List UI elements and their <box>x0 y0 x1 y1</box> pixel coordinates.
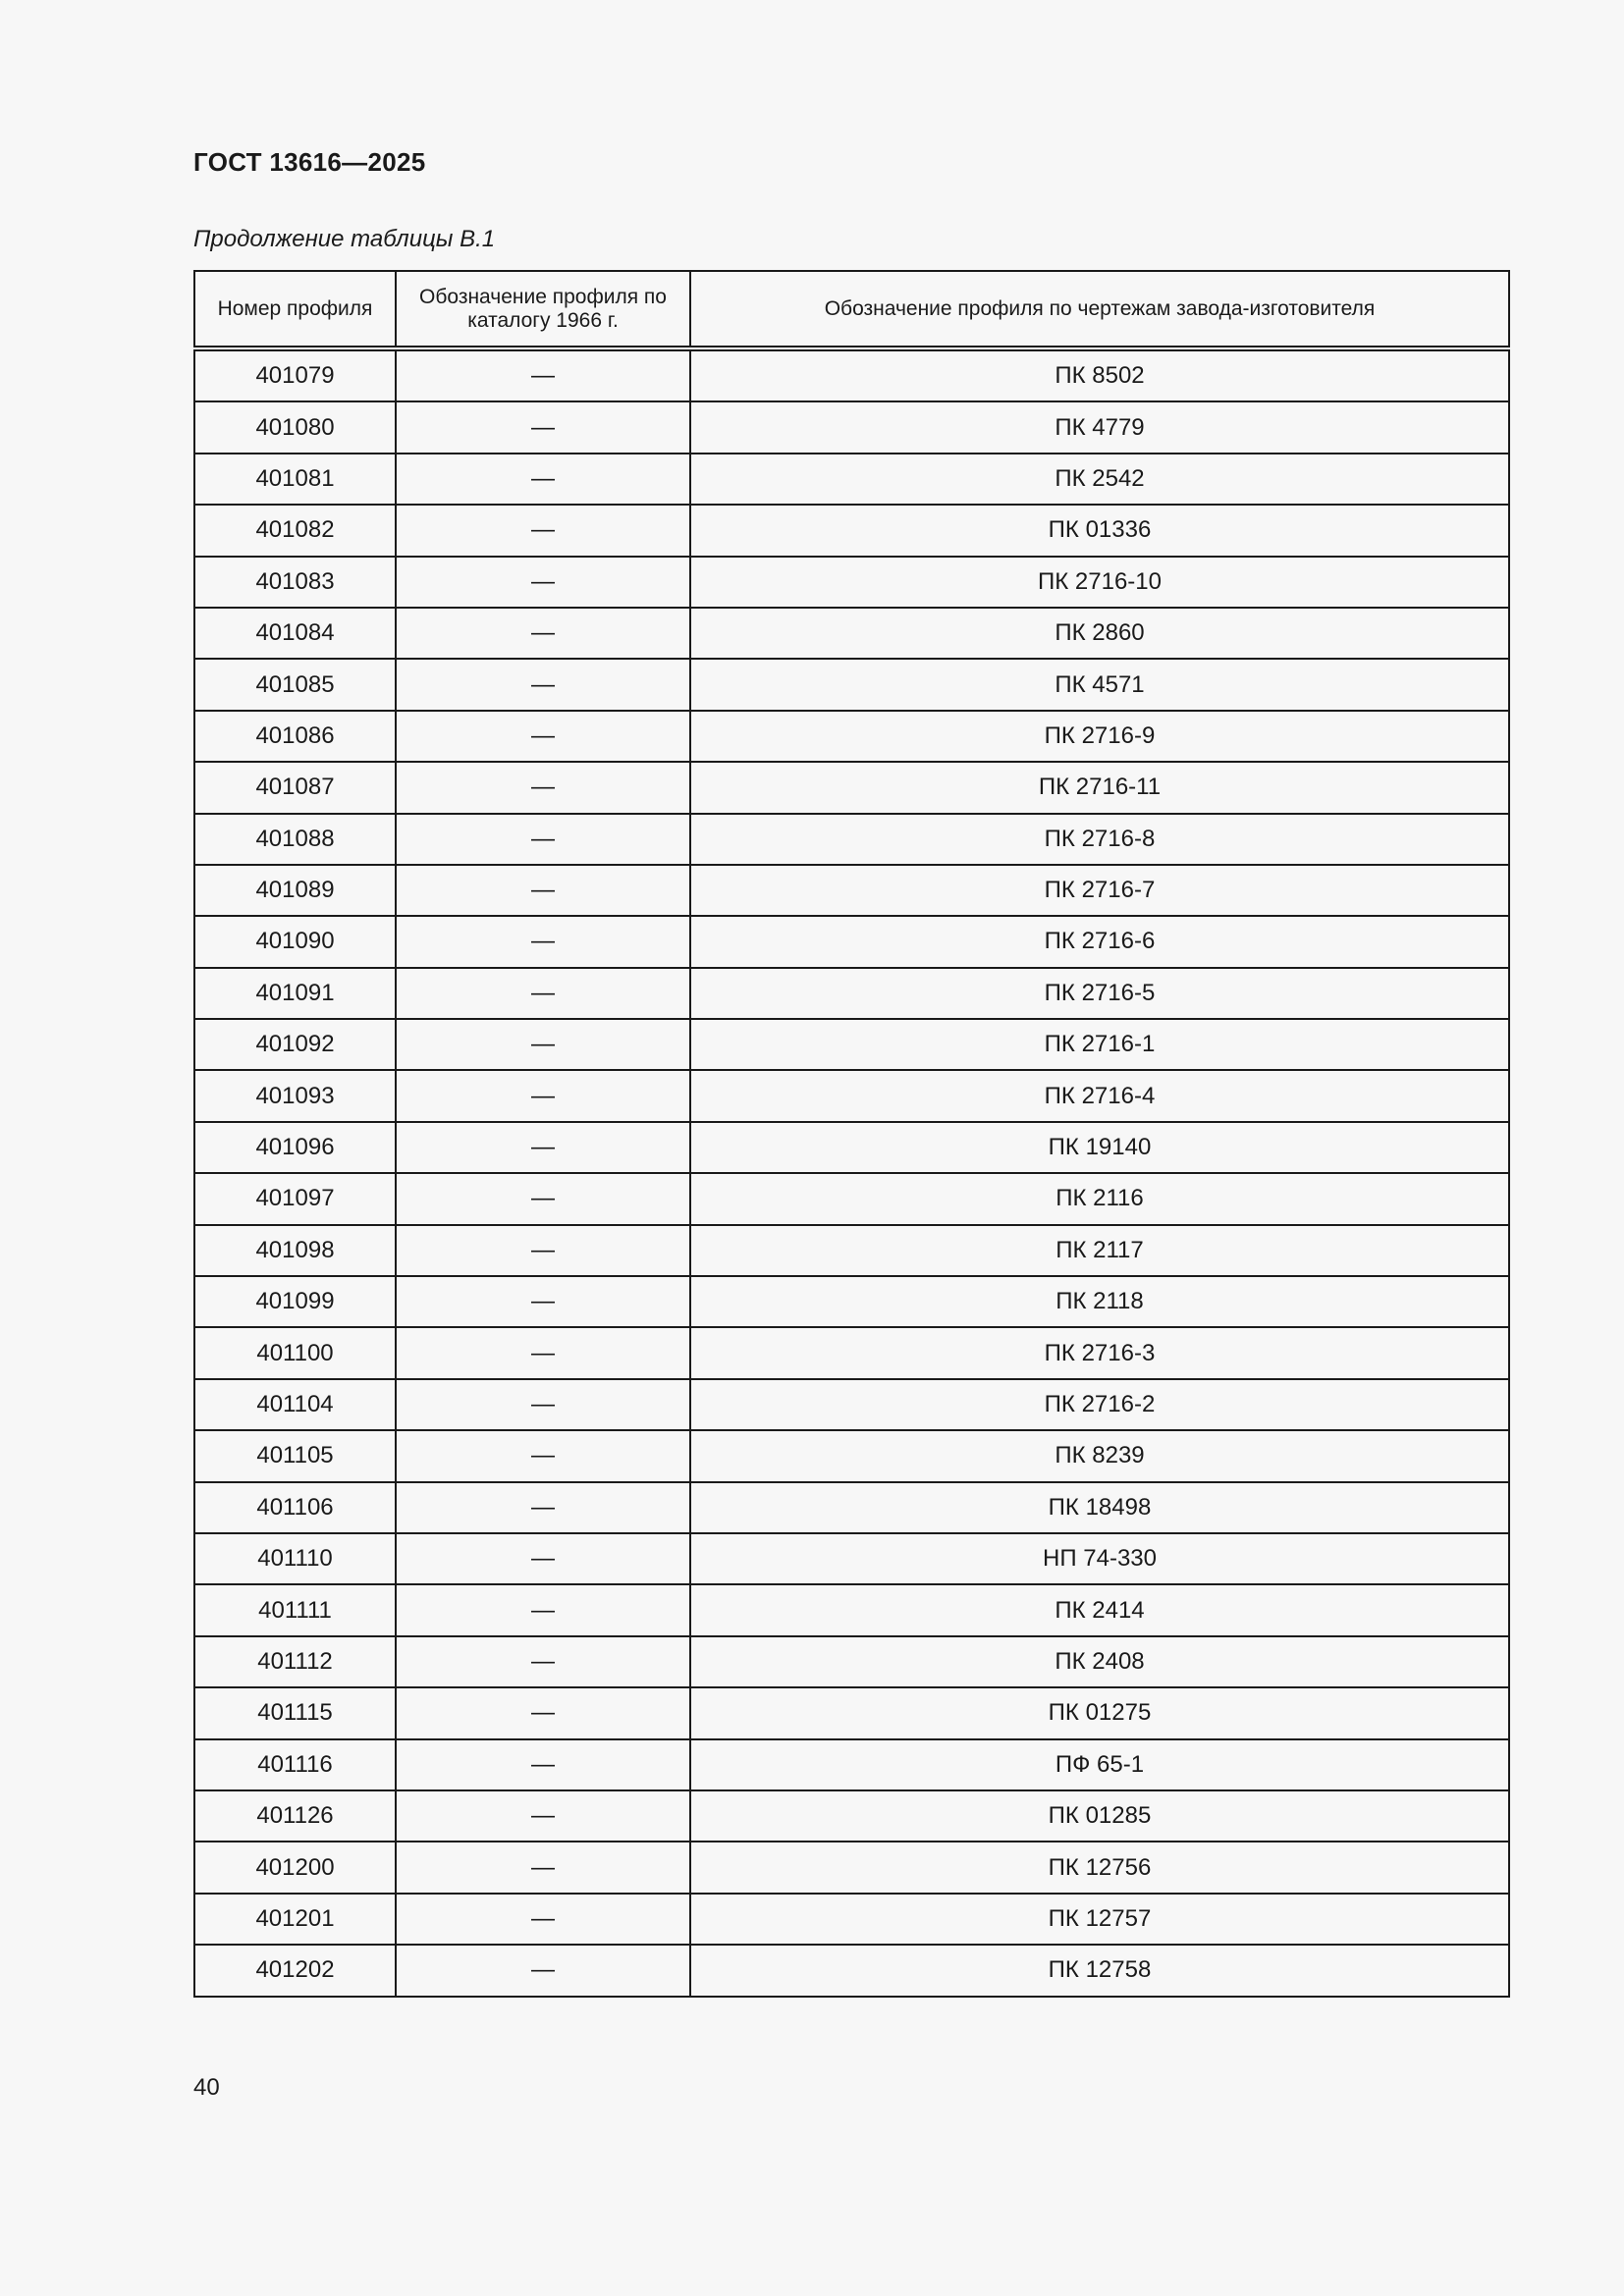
table-row <box>194 968 1509 1019</box>
profile-number-cell: 401086 <box>194 711 396 762</box>
factory-designation-cell: ПК 4779 <box>690 401 1509 453</box>
profile-number-cell: 401112 <box>194 1636 396 1687</box>
factory-designation-cell: ПК 2716-1 <box>690 1019 1509 1070</box>
profile-number-cell: 401081 <box>194 454 396 505</box>
catalog-designation-cell: — <box>396 1739 690 1790</box>
factory-designation-cell: ПК 2408 <box>690 1636 1509 1687</box>
profiles-table <box>193 270 1510 1998</box>
table-row <box>194 505 1509 556</box>
profile-number-cell: 401106 <box>194 1482 396 1533</box>
profile-number-cell: 401090 <box>194 916 396 967</box>
table-row <box>194 1945 1509 1996</box>
table-row <box>194 1379 1509 1430</box>
profile-number-cell: 401115 <box>194 1687 396 1738</box>
profile-number-cell: 401200 <box>194 1842 396 1893</box>
profile-number-cell: 401089 <box>194 865 396 916</box>
factory-designation-cell: ПК 8239 <box>690 1430 1509 1481</box>
factory-designation-cell: ПК 2860 <box>690 608 1509 659</box>
profile-number-cell: 401116 <box>194 1739 396 1790</box>
table-row <box>194 608 1509 659</box>
catalog-designation-cell: — <box>396 348 690 401</box>
profile-number-cell: 401105 <box>194 1430 396 1481</box>
catalog-designation-cell: — <box>396 1019 690 1070</box>
factory-designation-cell: ПК 2117 <box>690 1225 1509 1276</box>
catalog-designation-cell: — <box>396 762 690 813</box>
catalog-designation-cell: — <box>396 557 690 608</box>
factory-designation-cell: ПК 2716-6 <box>690 916 1509 967</box>
table-row <box>194 557 1509 608</box>
catalog-designation-cell: — <box>396 1687 690 1738</box>
table-row <box>194 1533 1509 1584</box>
catalog-designation-cell: — <box>396 968 690 1019</box>
table-header-row <box>194 271 1509 348</box>
factory-designation-cell: ПК 2716-4 <box>690 1070 1509 1121</box>
profile-number-cell: 401087 <box>194 762 396 813</box>
profile-number-cell: 401111 <box>194 1584 396 1635</box>
table-row <box>194 916 1509 967</box>
profile-number-cell: 401201 <box>194 1894 396 1945</box>
profile-number-cell: 401093 <box>194 1070 396 1121</box>
catalog-designation-cell: — <box>396 1894 690 1945</box>
table-row <box>194 762 1509 813</box>
factory-designation-cell: ПК 2716-2 <box>690 1379 1509 1430</box>
profile-number-cell: 401110 <box>194 1533 396 1584</box>
catalog-designation-cell: — <box>396 1327 690 1378</box>
factory-designation-cell: ПК 01285 <box>690 1790 1509 1842</box>
catalog-designation-cell: — <box>396 505 690 556</box>
catalog-designation-cell: — <box>396 1533 690 1584</box>
table-row <box>194 1584 1509 1635</box>
header-catalog-1966: Обозначение профиля по каталогу 1966 г. <box>396 271 690 348</box>
profile-number-cell: 401097 <box>194 1173 396 1224</box>
table-row <box>194 348 1509 401</box>
profile-number-cell: 401096 <box>194 1122 396 1173</box>
factory-designation-cell: ПК 2716-10 <box>690 557 1509 608</box>
table-row <box>194 1276 1509 1327</box>
factory-designation-cell: ПК 12756 <box>690 1842 1509 1893</box>
factory-designation-cell: ПК 2542 <box>690 454 1509 505</box>
catalog-designation-cell: — <box>396 1122 690 1173</box>
table-row <box>194 1894 1509 1945</box>
table-row <box>194 1019 1509 1070</box>
factory-designation-cell: ПК 2716-7 <box>690 865 1509 916</box>
table-row <box>194 1842 1509 1893</box>
factory-designation-cell: ПК 2716-5 <box>690 968 1509 1019</box>
factory-designation-cell: ПК 2716-11 <box>690 762 1509 813</box>
header-factory-drawing: Обозначение профиля по чертежам завода-изготовителя <box>690 271 1509 348</box>
table-row <box>194 1739 1509 1790</box>
catalog-designation-cell: — <box>396 1790 690 1842</box>
factory-designation-cell: ПК 01336 <box>690 505 1509 556</box>
factory-designation-cell: ПК 19140 <box>690 1122 1509 1173</box>
catalog-designation-cell: — <box>396 1636 690 1687</box>
factory-designation-cell: ПК 2414 <box>690 1584 1509 1635</box>
profile-number-cell: 401083 <box>194 557 396 608</box>
factory-designation-cell: ПК 8502 <box>690 348 1509 401</box>
catalog-designation-cell: — <box>396 1070 690 1121</box>
table-row <box>194 1687 1509 1738</box>
table-row <box>194 1173 1509 1224</box>
profile-number-cell: 401099 <box>194 1276 396 1327</box>
document-title: ГОСТ 13616—2025 <box>193 147 426 177</box>
factory-designation-cell: ПК 12757 <box>690 1894 1509 1945</box>
table-caption: Продолжение таблицы В.1 <box>193 226 496 252</box>
profile-number-cell: 401104 <box>194 1379 396 1430</box>
profile-number-cell: 401084 <box>194 608 396 659</box>
catalog-designation-cell: — <box>396 401 690 453</box>
catalog-designation-cell: — <box>396 711 690 762</box>
catalog-designation-cell: — <box>396 1276 690 1327</box>
profile-number-cell: 401082 <box>194 505 396 556</box>
table-row <box>194 1430 1509 1481</box>
catalog-designation-cell: — <box>396 916 690 967</box>
factory-designation-cell: ПК 2116 <box>690 1173 1509 1224</box>
table-body <box>194 348 1509 1997</box>
table-row <box>194 1070 1509 1121</box>
profile-number-cell: 401091 <box>194 968 396 1019</box>
profile-number-cell: 401080 <box>194 401 396 453</box>
profile-number-cell: 401092 <box>194 1019 396 1070</box>
factory-designation-cell: ПК 4571 <box>690 659 1509 710</box>
factory-designation-cell: НП 74-330 <box>690 1533 1509 1584</box>
factory-designation-cell: ПК 18498 <box>690 1482 1509 1533</box>
factory-designation-cell: ПФ 65-1 <box>690 1739 1509 1790</box>
factory-designation-cell: ПК 2716-8 <box>690 814 1509 865</box>
profile-number-cell: 401202 <box>194 1945 396 1996</box>
profile-number-cell: 401098 <box>194 1225 396 1276</box>
catalog-designation-cell: — <box>396 608 690 659</box>
page-number: 40 <box>193 2074 220 2101</box>
factory-designation-cell: ПК 2716-3 <box>690 1327 1509 1378</box>
profile-number-cell: 401100 <box>194 1327 396 1378</box>
catalog-designation-cell: — <box>396 814 690 865</box>
table-row <box>194 454 1509 505</box>
profile-number-cell: 401126 <box>194 1790 396 1842</box>
catalog-designation-cell: — <box>396 454 690 505</box>
catalog-designation-cell: — <box>396 1173 690 1224</box>
catalog-designation-cell: — <box>396 865 690 916</box>
catalog-designation-cell: — <box>396 1482 690 1533</box>
header-profile-number: Номер профиля <box>194 271 396 348</box>
factory-designation-cell: ПК 12758 <box>690 1945 1509 1996</box>
catalog-designation-cell: — <box>396 1430 690 1481</box>
table-row <box>194 711 1509 762</box>
catalog-designation-cell: — <box>396 1584 690 1635</box>
profile-number-cell: 401088 <box>194 814 396 865</box>
factory-designation-cell: ПК 2118 <box>690 1276 1509 1327</box>
catalog-designation-cell: — <box>396 1225 690 1276</box>
table-row <box>194 865 1509 916</box>
table-row <box>194 1122 1509 1173</box>
table-row <box>194 1482 1509 1533</box>
factory-designation-cell: ПК 2716-9 <box>690 711 1509 762</box>
table-row <box>194 1225 1509 1276</box>
profile-number-cell: 401085 <box>194 659 396 710</box>
table-row <box>194 1790 1509 1842</box>
profile-number-cell: 401079 <box>194 348 396 401</box>
catalog-designation-cell: — <box>396 1379 690 1430</box>
factory-designation-cell: ПК 01275 <box>690 1687 1509 1738</box>
table-row <box>194 814 1509 865</box>
catalog-designation-cell: — <box>396 1945 690 1996</box>
catalog-designation-cell: — <box>396 659 690 710</box>
table-row <box>194 1636 1509 1687</box>
table-row <box>194 401 1509 453</box>
table-row <box>194 1327 1509 1378</box>
catalog-designation-cell: — <box>396 1842 690 1893</box>
table-row <box>194 659 1509 710</box>
